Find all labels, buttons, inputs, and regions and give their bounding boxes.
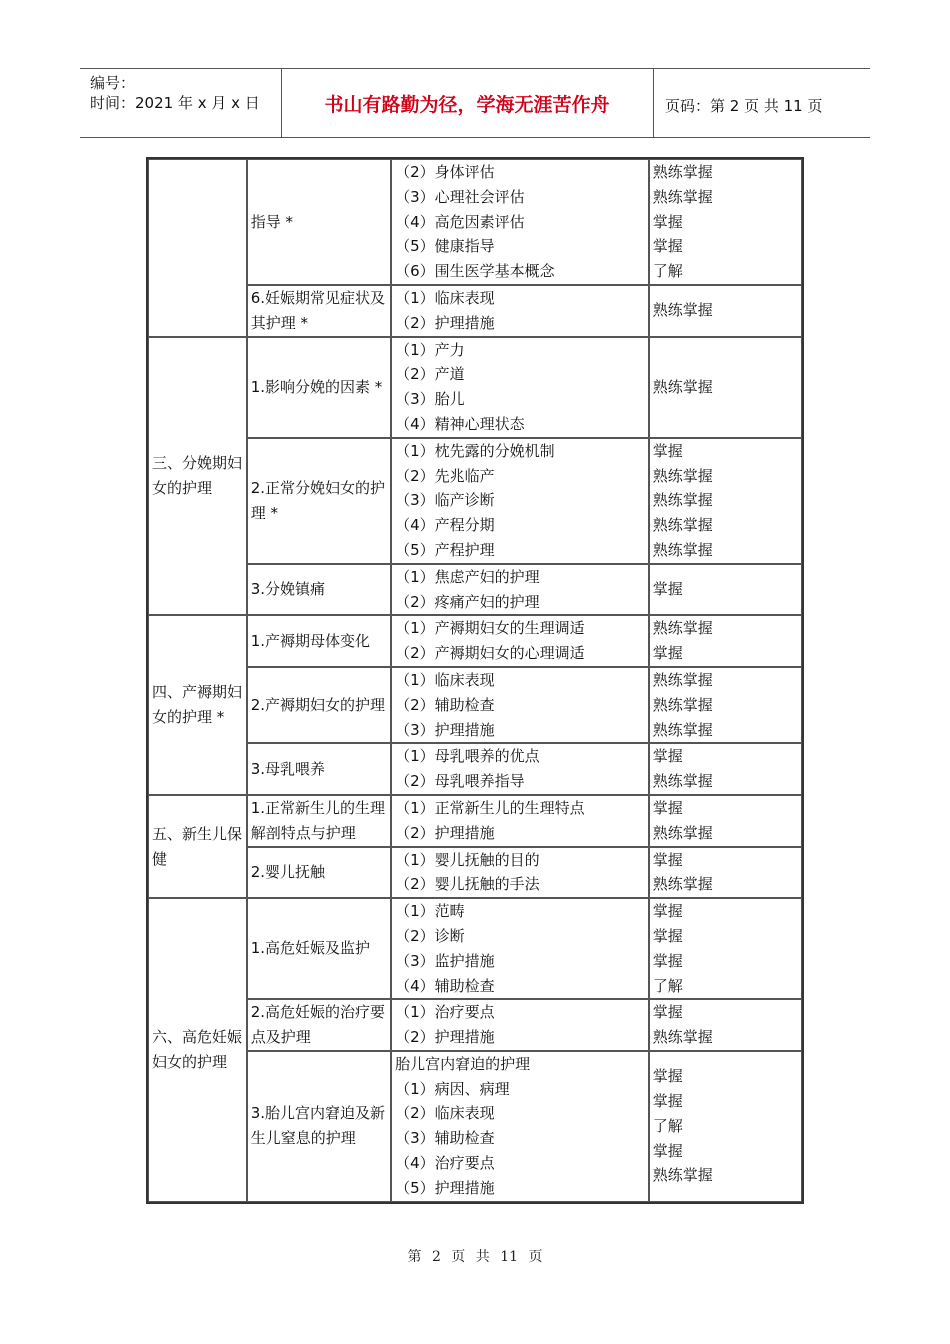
requirement-line: 掌握 [652, 747, 683, 766]
content-line: （1）产褥期妇女的生理调适 [395, 619, 585, 638]
content-line: （1）产力 [395, 340, 465, 359]
content-line: （3）胎儿 [395, 390, 465, 409]
table-row [148, 285, 802, 337]
subtopic-cell: 指导 * [247, 159, 391, 285]
requirement-line: 了解 [652, 976, 683, 995]
requirement-line: 熟练掌握 [652, 619, 713, 638]
content-line: （4）精神心理状态 [395, 414, 525, 433]
requirement-cell [649, 898, 802, 999]
content-line: （1）正常新生儿的生理特点 [395, 798, 585, 817]
requirement-line: 熟练掌握 [652, 720, 713, 739]
content-cell [391, 438, 649, 564]
requirement-cell [649, 564, 802, 616]
requirement-line: 熟练掌握 [652, 516, 713, 535]
table-row [148, 999, 802, 1051]
content-line: （3）辅助检查 [395, 1129, 495, 1148]
content-cell [391, 615, 649, 667]
content-line: （1）治疗要点 [395, 1003, 495, 1022]
requirement-line: 熟练掌握 [652, 163, 713, 181]
header-slogan: 书山有路勤为径，学海无涯苦作舟 [324, 93, 610, 116]
content-line: （1）临床表现 [395, 670, 495, 689]
content-line: （4）辅助检查 [395, 976, 495, 995]
subtopic-cell: 1.产褥期母体变化 [247, 615, 391, 667]
requirement-cell [649, 159, 802, 285]
content-line: （3）心理社会评估 [395, 187, 525, 206]
header-page-info: 页码：第 2 页 共 11 页 [665, 97, 823, 115]
header-divider [653, 69, 654, 137]
time-label: 时间：2021 年 x 月 x 日 [90, 94, 260, 112]
content-line: （1）枕先露的分娩机制 [395, 441, 555, 460]
requirement-line: 熟练掌握 [652, 1166, 713, 1185]
content-line: （2）临床表现 [395, 1104, 495, 1123]
requirement-line: 熟练掌握 [652, 695, 713, 714]
requirement-cell [649, 999, 802, 1051]
content-line: 胎儿宫内窘迫的护理 [395, 1054, 531, 1073]
content-line: （2）护理措施 [395, 823, 495, 842]
subtopic-cell: 1.高危妊娠及监护 [247, 898, 391, 999]
requirement-cell [649, 285, 802, 337]
content-cell [391, 285, 649, 337]
table-row [148, 898, 802, 999]
requirement-line: 掌握 [652, 644, 683, 663]
content-cell [391, 159, 649, 285]
content-line: （2）辅助检查 [395, 695, 495, 714]
content-line: （3）护理措施 [395, 720, 495, 739]
subtopic-cell: 2.婴儿抚触 [247, 847, 391, 899]
section-title-cell: 五、新生儿保健 [148, 795, 247, 898]
requirement-line: 熟练掌握 [652, 823, 713, 842]
content-line: （5）护理措施 [395, 1178, 495, 1197]
syllabus-table [146, 157, 804, 1204]
table-row [148, 159, 802, 285]
subtopic-cell: 3.分娩镇痛 [247, 564, 391, 616]
requirement-cell [649, 795, 802, 847]
requirement-line: 熟练掌握 [652, 301, 713, 320]
content-line: （1）母乳喂养的优点 [395, 747, 540, 766]
content-line: （1）范畴 [395, 902, 465, 921]
content-cell [391, 999, 649, 1051]
requirement-line: 掌握 [652, 926, 683, 945]
content-line: （1）病因、病理 [395, 1079, 510, 1098]
content-line: （1）焦虑产妇的护理 [395, 567, 540, 586]
content-line: （2）护理措施 [395, 1028, 495, 1047]
content-cell [391, 1051, 649, 1202]
content-line: （4）高危因素评估 [395, 212, 525, 231]
table-row [148, 337, 802, 438]
requirement-line: 熟练掌握 [652, 772, 713, 791]
content-line: （2）先兆临产 [395, 466, 495, 485]
header-meta [90, 73, 260, 113]
table-row [148, 743, 802, 795]
subtopic-cell: 3.胎儿宫内窘迫及新生儿窒息的护理 [247, 1051, 391, 1202]
content-line: （1）婴儿抚触的目的 [395, 850, 540, 869]
content-line: （5）产程护理 [395, 540, 495, 559]
requirement-cell [649, 667, 802, 743]
content-line: （2）疼痛产妇的护理 [395, 592, 540, 611]
content-line: （2）产褥期妇女的心理调适 [395, 644, 585, 663]
content-cell [391, 337, 649, 438]
requirement-cell [649, 615, 802, 667]
content-line: （2）婴儿抚触的手法 [395, 875, 540, 894]
content-line: （2）母乳喂养指导 [395, 772, 525, 791]
requirement-line: 掌握 [652, 1092, 683, 1111]
subtopic-cell: 2.产褥期妇女的护理 [247, 667, 391, 743]
requirement-line: 了解 [652, 262, 683, 281]
table-row [148, 438, 802, 564]
subtopic-cell: 2.高危妊娠的治疗要点及护理 [247, 999, 391, 1051]
section-title-cell: 三、分娩期妇女的护理 [148, 337, 247, 616]
content-cell [391, 564, 649, 616]
table-row [148, 564, 802, 616]
content-line: （5）健康指导 [395, 237, 495, 256]
content-line: （2）身体评估 [395, 163, 495, 181]
requirement-line: 熟练掌握 [652, 540, 713, 559]
requirement-line: 掌握 [652, 1003, 683, 1022]
requirement-line: 了解 [652, 1116, 683, 1135]
requirement-line: 掌握 [652, 1141, 683, 1160]
requirement-line: 掌握 [652, 850, 683, 869]
subtopic-cell: 2.正常分娩妇女的护理 * [247, 438, 391, 564]
section-title-cell: 六、高危妊娠妇女的护理 [148, 898, 247, 1202]
content-cell [391, 795, 649, 847]
requirement-line: 熟练掌握 [652, 670, 713, 689]
table-row [148, 667, 802, 743]
content-cell [391, 667, 649, 743]
subtopic-cell: 6.妊娠期常见症状及其护理 * [247, 285, 391, 337]
content-line: （1）临床表现 [395, 288, 495, 307]
page-header [80, 68, 870, 138]
content-line: （2）护理措施 [395, 313, 495, 332]
table-row [148, 615, 802, 667]
page-footer: 第 2 页 共 11 页 [407, 1249, 543, 1265]
requirement-cell [649, 438, 802, 564]
requirement-line: 熟练掌握 [652, 377, 713, 396]
requirement-line: 熟练掌握 [652, 875, 713, 894]
content-line: （4）治疗要点 [395, 1154, 495, 1173]
requirement-line: 熟练掌握 [652, 491, 713, 510]
number-label: 编号： [90, 74, 136, 92]
requirement-line: 掌握 [652, 237, 683, 256]
requirement-line: 掌握 [652, 798, 683, 817]
requirement-line: 掌握 [652, 1067, 683, 1086]
requirement-line: 掌握 [652, 902, 683, 921]
requirement-line: 熟练掌握 [652, 466, 713, 485]
subtopic-cell: 1.正常新生儿的生理解剖特点与护理 [247, 795, 391, 847]
content-cell [391, 847, 649, 899]
requirement-cell [649, 1051, 802, 1202]
requirement-cell [649, 847, 802, 899]
content-cell [391, 898, 649, 999]
content-line: （4）产程分期 [395, 516, 495, 535]
requirement-line: 掌握 [652, 212, 683, 231]
requirement-line: 掌握 [652, 441, 683, 460]
requirement-line: 熟练掌握 [652, 187, 713, 206]
subtopic-cell: 1.影响分娩的因素 * [247, 337, 391, 438]
table-row [148, 795, 802, 847]
content-line: （2）诊断 [395, 926, 465, 945]
requirement-cell [649, 743, 802, 795]
content-line: （6）围生医学基本概念 [395, 262, 555, 281]
content-cell [391, 743, 649, 795]
content-line: （3）临产诊断 [395, 491, 495, 510]
content-line: （3）监护措施 [395, 951, 495, 970]
table-row [148, 1051, 802, 1202]
content-line: （2）产道 [395, 365, 465, 384]
requirement-line: 掌握 [652, 951, 683, 970]
table-row [148, 847, 802, 899]
requirement-line: 掌握 [652, 580, 683, 599]
section-title-cell: 四、产褥期妇女的护理 * [148, 615, 247, 795]
requirement-cell [649, 337, 802, 438]
requirement-line: 熟练掌握 [652, 1028, 713, 1047]
section-title-cell [148, 159, 247, 337]
subtopic-cell: 3.母乳喂养 [247, 743, 391, 795]
